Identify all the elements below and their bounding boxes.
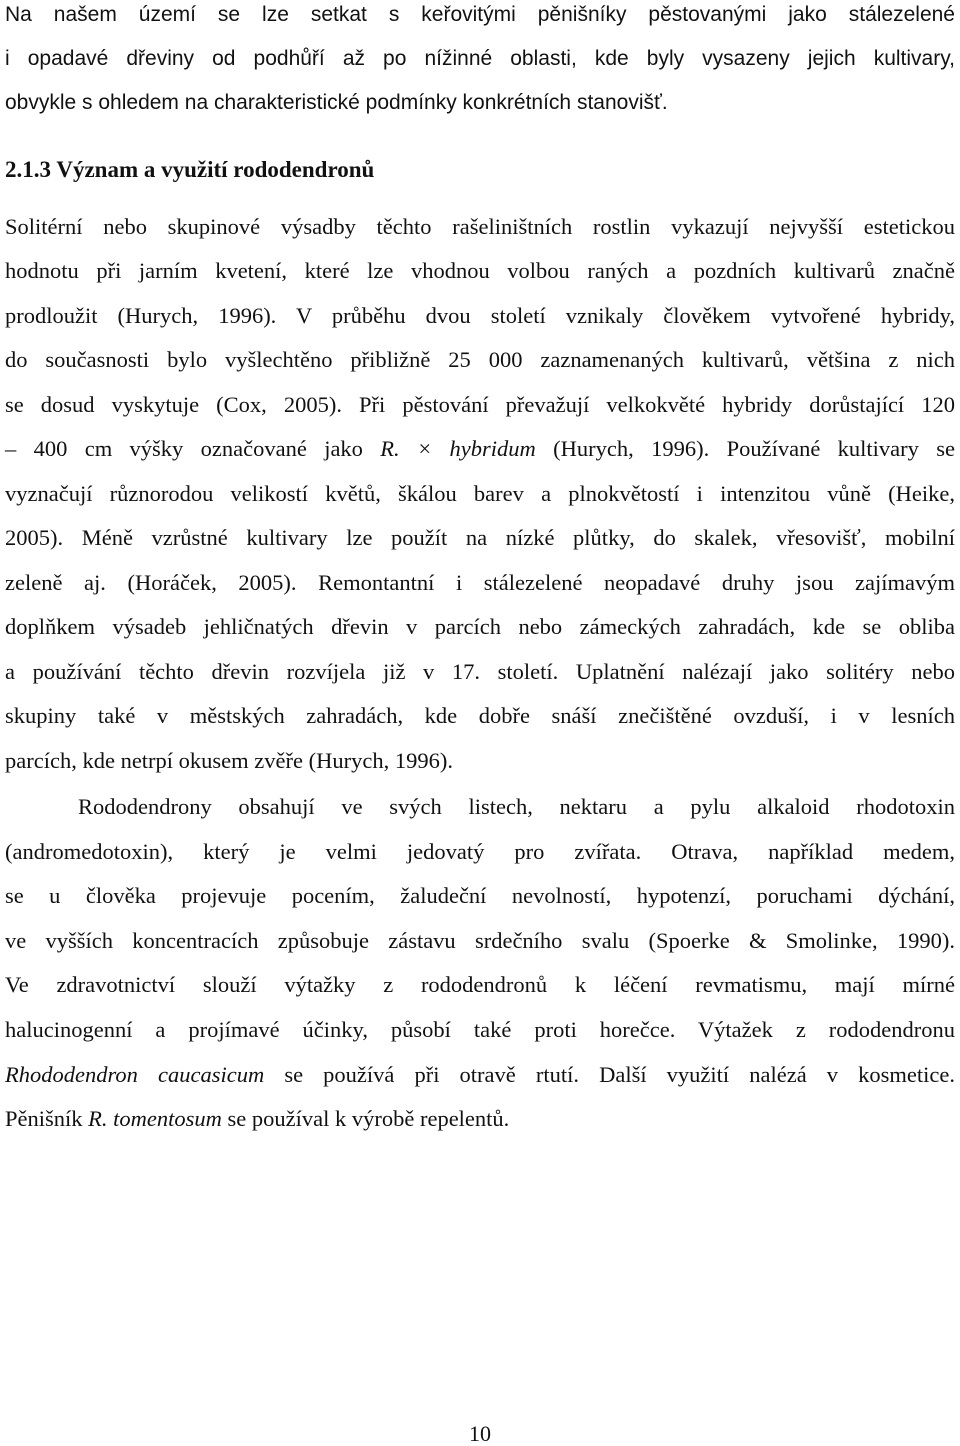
body-line: vyznačují různorodou velikostí květů, škálou barev a plnokvětostí i intenzitou vůně (Heike, (5, 481, 955, 506)
intro-line-3: obvykle s ohledem na charakteristické podmínky konkrétních stanovišť. (5, 91, 668, 114)
page-number: 10 (469, 1421, 491, 1446)
body-line-text: (Hurych, 1996). Používané kultivary se (535, 436, 955, 461)
body-line-text: se používal k výrobě repelentů. (221, 1106, 510, 1131)
species-name: Rhododendron caucasicum (5, 1062, 265, 1087)
body-line: halucinogenní a projímavé účinky, působí také proti horečce. Výtažek z rododendronu (5, 1017, 955, 1042)
section-heading: 2.1.3 Význam a využití rododendronů (5, 157, 375, 182)
body-line: a používání těchto dřevin rozvíjela již v 17. století. Uplatnění nalézají jako solitéry nebo (5, 659, 955, 684)
body-line-text: Pěnišník (5, 1106, 89, 1131)
body-line (5, 1064, 955, 1087)
body-line: Ve zdravotnictví slouží výtažky z rododendronů k léčení revmatismu, mají mírné (5, 972, 955, 997)
body-line: zeleně aj. (Horáček, 2005). Remontantní i stálezelené neopadavé druhy jsou zajímavým (5, 570, 955, 595)
body-line: Rododendrony obsahují ve svých listech, nektaru a pylu alkaloid rhodotoxin (78, 794, 955, 819)
body-line: skupiny také v městských zahradách, kde dobře snáší znečištěné ovzduší, i v lesních (5, 703, 955, 728)
intro-line-2: i opadavé dřeviny od podhůří až po nížinné oblasti, kde byly vysazeny jejich kultivary, (5, 47, 955, 70)
body-line-text: se používá při otravě rtutí. Další využití nalézá v kosmetice. (264, 1062, 955, 1087)
body-line: hodnotu při jarním kvetení, které lze vhodnou volbou raných a pozdních kultivarů značně (5, 258, 955, 283)
body-line: (andromedotoxin), který je velmi jedovatý pro zvířata. Otrava, například medem, (5, 839, 955, 864)
species-name: R. tomentosum (88, 1106, 222, 1131)
body-line: ve vyšších koncentracích způsobuje zástavu srdečního svalu (Spoerke & Smolinke, 1990). (5, 928, 955, 953)
body-line: doplňkem výsadeb jehličnatých dřevin v parcích nebo zámeckých zahradách, kde se obliba (5, 614, 955, 639)
body-line (5, 1108, 955, 1131)
body-line: se dosud vyskytuje (Cox, 2005). Při pěstování převažují velkokvěté hybridy dorůstající 120 (5, 392, 955, 417)
body-line: do současnosti bylo vyšlechtěno přibližně 25 000 zaznamenaných kultivarů, většina z nich (5, 347, 955, 372)
body-line (5, 438, 955, 461)
body-line: parcích, kde netrpí okusem zvěře (Hurych, 1996). (5, 748, 453, 773)
body-line-text: – 400 cm výšky označované jako (5, 436, 381, 461)
body-line: prodloužit (Hurych, 1996). V průběhu dvou století vznikaly člověkem vytvořené hybridy, (5, 303, 955, 328)
intro-line-1: Na našem území se lze setkat s keřovitými pěnišníky pěstovanými jako stálezelené (5, 3, 955, 26)
species-name: R. × hybridum (380, 436, 536, 461)
body-line: se u člověka projevuje pocením, žaludeční nevolností, hypotenzí, poruchami dýchání, (5, 883, 955, 908)
body-line: Solitérní nebo skupinové výsadby těchto rašeliništních rostlin vykazují nejvyšší estetickou (5, 214, 955, 239)
body-line: 2005). Méně vzrůstné kultivary lze použít na nízké plůtky, do skalek, vřesovišť, mobilní (5, 525, 955, 550)
